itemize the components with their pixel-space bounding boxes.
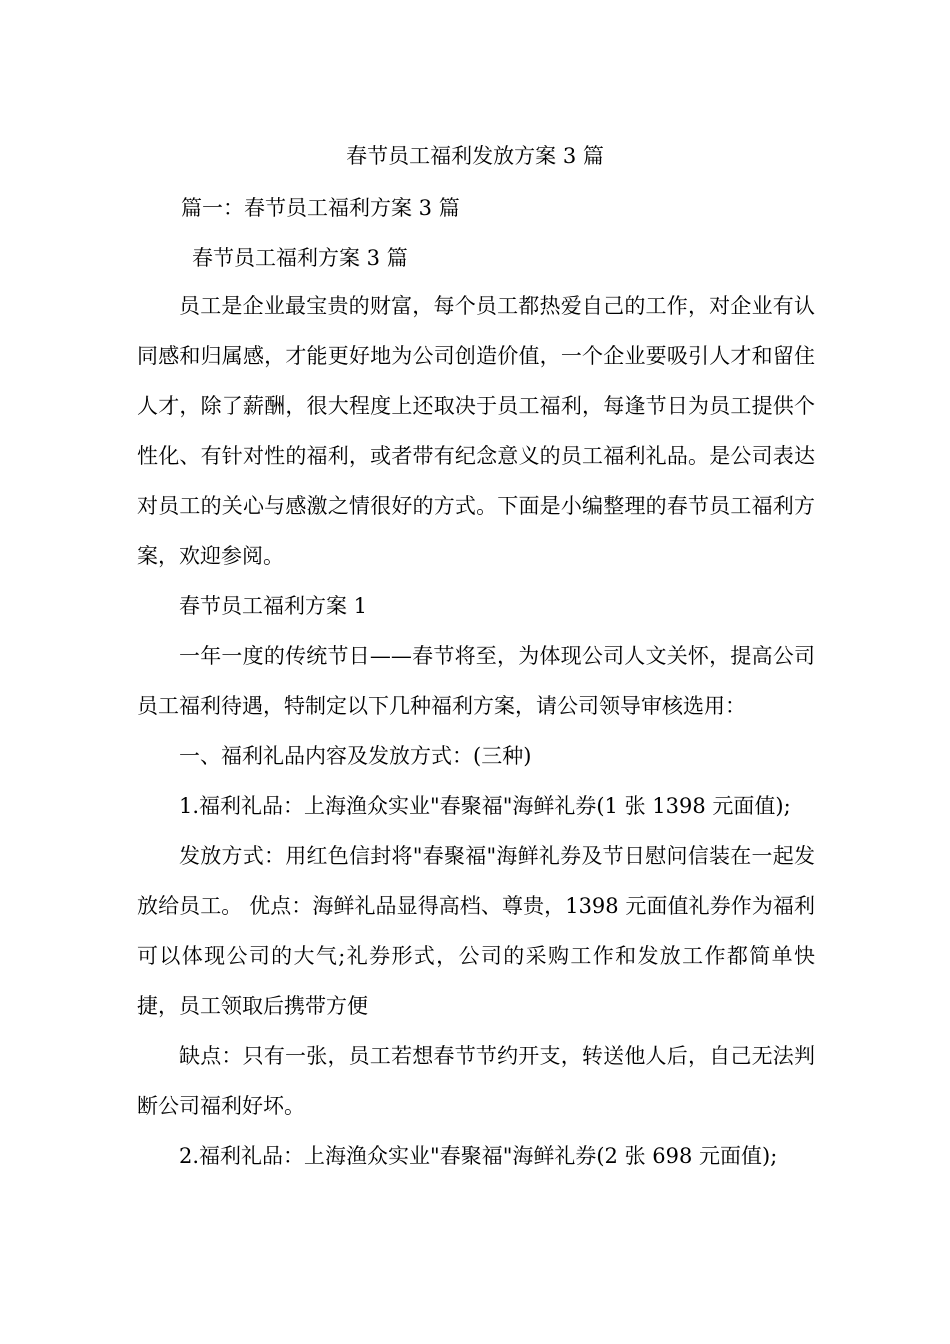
gift-section-heading: 一、福利礼品内容及发放方式：(三种): [179, 744, 532, 768]
plan-heading: 春节员工福利方案 1: [179, 594, 368, 618]
plan-intro-paragraph: 一年一度的传统节日——春节将至，为体现公司人文关怀，提高公司员工福利待遇，特制定以下几种福利方案，请公司领导审核选用：: [137, 644, 815, 718]
sub-heading: 春节员工福利方案 3 篇: [192, 246, 408, 270]
section-heading: 篇一：春节员工福利方案 3 篇: [181, 196, 460, 220]
gift-item-1: 1.福利礼品：上海渔众实业"春聚福"海鲜礼券(1 张 1398 元面值);: [179, 794, 791, 818]
distribution-paragraph: 发放方式：用红色信封将"春聚福"海鲜礼券及节日慰问信装在一起发放给员工。 优点：海鲜礼品显得高档、尊贵，1398 元面值礼券作为福利可以体现公司的大气;礼券形式，公司的采购工作和发放工作都简单快捷，员工领取后携带方便: [137, 844, 815, 1018]
intro-paragraph: 员工是企业最宝贵的财富，每个员工都热爱自己的工作，对企业有认同感和归属感，才能更好地为公司创造价值，一个企业要吸引人才和留住人才，除了薪酬，很大程度上还取决于员工福利，每逢节日为员工提供个性化、有针对性的福利，或者带有纪念意义的员工福利礼品。是公司表达对员工的关心与感激之情很好的方式。下面是小编整理的春节员工福利方案，欢迎参阅。: [137, 294, 815, 568]
drawback-paragraph: 缺点：只有一张，员工若想春节节约开支，转送他人后，自己无法判断公司福利好坏。: [137, 1044, 815, 1118]
gift-item-2: 2.福利礼品：上海渔众实业"春聚福"海鲜礼券(2 张 698 元面值);: [179, 1144, 778, 1168]
document-title: 春节员工福利发放方案 3 篇: [346, 144, 604, 168]
